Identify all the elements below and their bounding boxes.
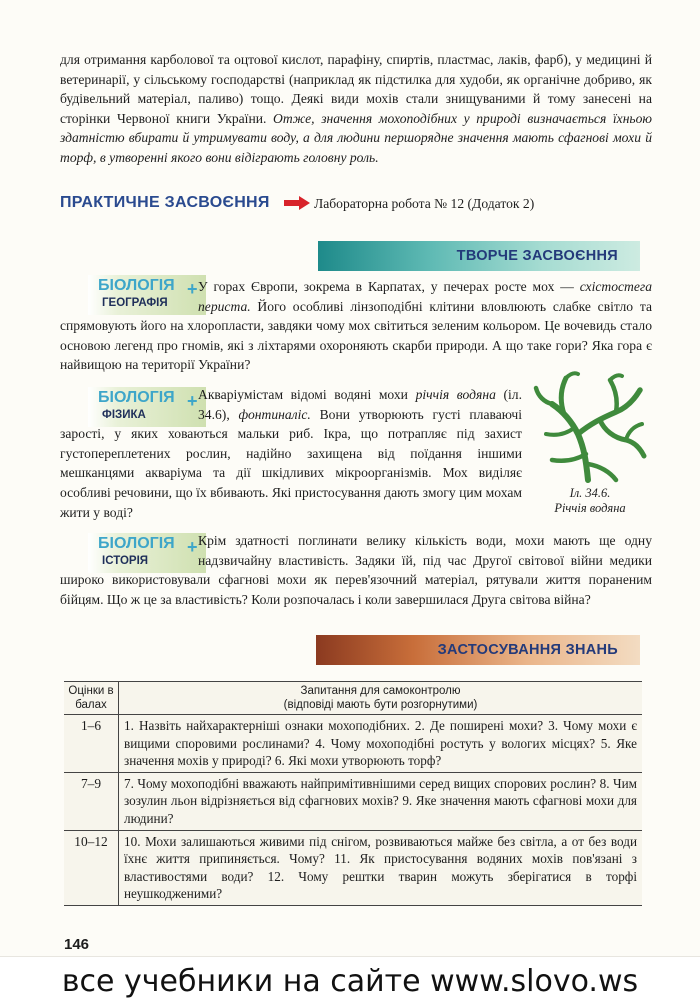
tag-title: БІОЛОГІЯ — [98, 535, 175, 552]
intro-text: для отримання карболової та оцтової кислот, парафіну, спиртів, пластмас, лаків, фарб), у медицині й ветеринарії, у сільському господарстві (наприклад як підстилка для худоби, як органічне добриво, як будівельний матеріал, паливо) тощо. Деякі види мохів стали знищуваними й тому занесені на сторінки Червоної книги України. — [60, 52, 652, 126]
header-questions-title: Запитання для самоконтролю — [300, 685, 461, 697]
figure-caption — [530, 486, 650, 516]
history-text: Крім здатності поглинати велику кількість води, мохи мають ще одну надзвичайну властивість. Задяки їй, під час Другої світової війни медики широко використовували сфагнові мохи як перев'язочний матеріал, рятували життя пораненим бійцям. Що ж це за властивість? Коли розпочалась і коли завершилася Друга світова війна? — [60, 533, 652, 607]
row-questions: 7. Чому мохоподібні вважають найпримітивнішими серед вищих спорових рослин? 8. Чим зозулин льон відрізняється від сфагнових мохів? 9. Яке значення мають сфагнові мохи для людини? — [119, 772, 643, 830]
page-number: 146 — [64, 936, 90, 953]
geography-text-start: У горах Європи, зокрема в Карпатах, у печерах росте мох — — [198, 279, 574, 294]
moss-name-fontinalis: фонтиналіс. — [238, 406, 311, 422]
plus-icon: + — [187, 391, 198, 411]
intro-conclusion: Отже, значення мохоподібних у природі визначається їхньою здатністю вбирати й утримувати воду, а для людини першорядне значення мають сфагнові мохи й торф, в утворенні якого вони відіграють головну роль. — [60, 110, 653, 165]
table-row — [64, 830, 642, 905]
moss-plant-icon — [530, 368, 650, 483]
moss-name-riccia: річчія водяна — [415, 387, 496, 402]
row-questions: 10. Мохи залишаються живими під снігом, розвиваються майже без світла, а от без води їхнє життя припиняється. Чому? 11. Як пристосування водяних мохів пов'язані з властивостями води? 12. Чому рештки тварин можуть зберігатися в торфі неушкодженими? — [119, 830, 643, 905]
practical-title: ПРАКТИЧНЕ ЗАСВОЄННЯ — [60, 194, 270, 211]
lab-reference: Лабораторна робота № 12 (Додаток 2) — [314, 196, 535, 211]
tag-subject: ГЕОГРАФІЯ — [102, 297, 168, 309]
geography-paragraph — [60, 277, 652, 375]
creative-section-header: ТВОРЧЕ ЗАСВОЄННЯ — [318, 241, 640, 271]
physics-text-rest: Вони утворюють густі плаваючі зарості, у яких ховаються мальки риб. Ікра, що потрапляє під захист густопереплетених рослин, надійно захищена від поїдання іншими мешканцями акваріума та дії шкідливих мікроорганізмів. Мох виділяє особливі речовини, що їх вбивають. Які пристосування дають змогу цим мохам жити у воді? — [60, 406, 522, 520]
header-questions — [119, 682, 643, 715]
figure-number: Іл. 34.6. — [569, 486, 611, 500]
header-questions-note: (відповіді мають бути розгорнутими) — [283, 699, 478, 711]
plus-icon: + — [187, 537, 198, 557]
tag-subject: ФІЗИКА — [102, 409, 146, 421]
figure-ref: (іл. 34.6), — [198, 387, 522, 422]
history-paragraph — [60, 531, 652, 609]
physics-text-start: Акваріумістам відомі водяні мохи — [198, 387, 408, 402]
table-header-row — [64, 682, 642, 715]
figure-name: Річчія водяна — [554, 501, 626, 515]
header-scores: Оцінки в балах — [64, 682, 119, 715]
red-arrow-icon — [284, 196, 310, 210]
table-row — [64, 772, 642, 830]
physics-paragraph — [60, 385, 522, 522]
moss-name-schistostega: схістостега периста. — [198, 279, 652, 314]
intro-paragraph — [60, 50, 652, 168]
table-row — [64, 715, 642, 773]
apply-section-header: ЗАСТОСУВАННЯ ЗНАНЬ — [316, 635, 640, 665]
row-scores: 10–12 — [64, 830, 119, 905]
row-scores: 7–9 — [64, 772, 119, 830]
row-scores: 1–6 — [64, 715, 119, 773]
practical-section — [60, 194, 660, 216]
tag-subject: ІСТОРІЯ — [102, 555, 149, 567]
footer-banner: все учебники на сайте www.slovo.ws — [0, 956, 700, 1005]
tag-title: БІОЛОГІЯ — [98, 389, 175, 406]
tag-title: БІОЛОГІЯ — [98, 277, 175, 294]
geography-text-rest: Його особливі лінзоподібні клітини вловлюють слабке світло та спрямовують його на хлоропласти, завдяки чому мох світиться зеленим кольором. Це вочевидь стало основою легенд про гномів, які з ліхтарями охороняють скарби природи. А що таке гори? Яка гора є найвищою на території України? — [60, 298, 652, 373]
self-check-table — [64, 681, 642, 906]
plus-icon: + — [187, 279, 198, 299]
row-questions: 1. Назвіть найхарактерніші ознаки мохоподібних. 2. Де поширені мохи? 3. Чому мохи є вищими споровими рослинами? 4. Чому мохоподібні ростуть у вологих місцях? 5. Яке значення мохів у природі? 6. Які мохи утворюють торф? — [119, 715, 643, 773]
